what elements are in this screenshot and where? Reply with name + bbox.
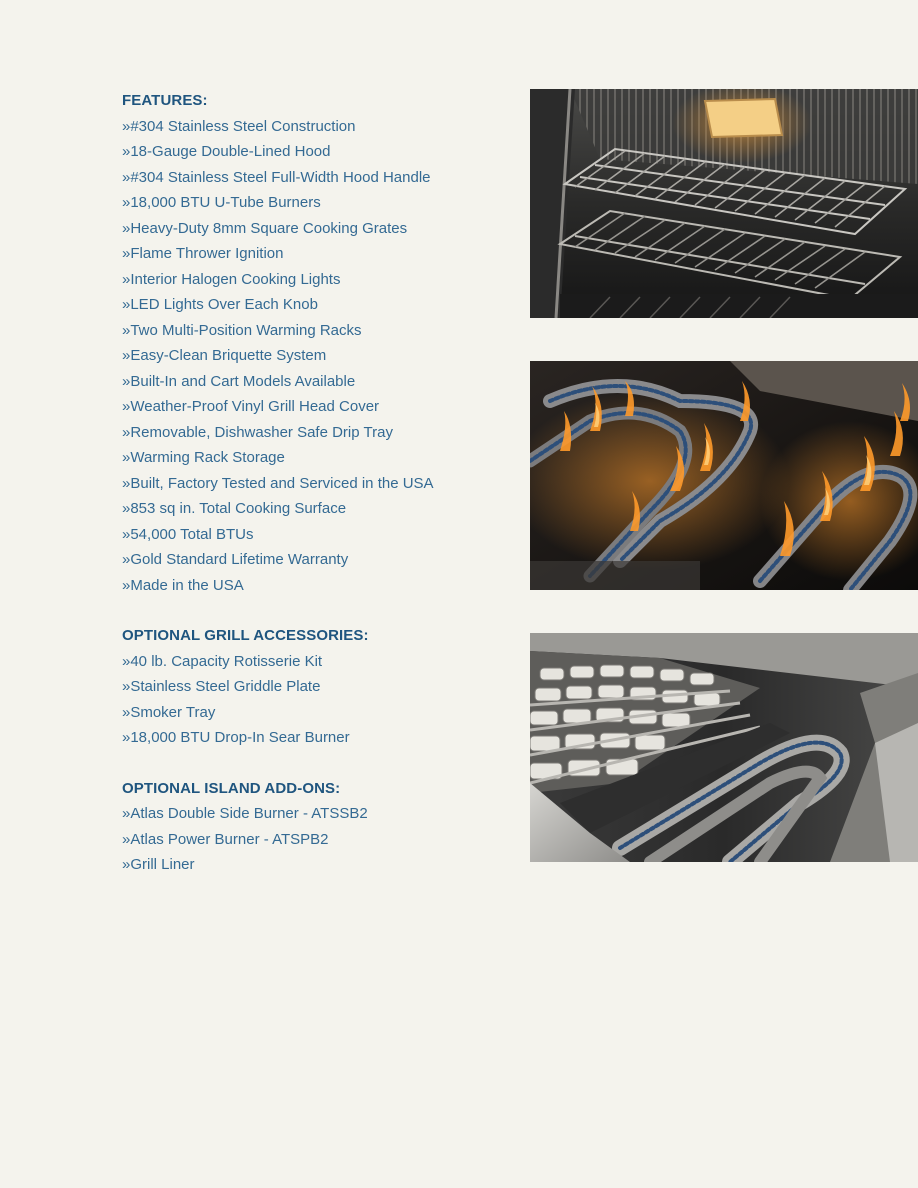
list-item: »Built-In and Cart Models Available (122, 372, 356, 390)
list-item: »LED Lights Over Each Knob (122, 296, 318, 313)
list-item: »#304 Stainless Steel Construction (122, 117, 356, 135)
list-item: »18,000 BTU Drop-In Sear Burner (122, 729, 350, 746)
accessories-heading: OPTIONAL GRILL ACCESSORIES: (122, 627, 369, 644)
list-item: »54,000 Total BTUs (122, 525, 254, 543)
list-item: »Heavy-Duty 8mm Square Cooking Grates (122, 219, 408, 237)
addons-list (122, 801, 512, 878)
list-item: »Interior Halogen Cooking Lights (122, 270, 341, 288)
list-item: »Stainless Steel Griddle Plate (122, 678, 321, 695)
list-item: »853 sq in. Total Cooking Surface (122, 500, 347, 517)
list-item: »Removable, Dishwasher Safe Drip Tray (122, 423, 393, 441)
briquette-burners-photo (530, 633, 918, 862)
list-item: »Made in the USA (122, 576, 244, 594)
list-item: »Atlas Double Side Burner - ATSSB2 (122, 805, 368, 822)
list-item: »#304 Stainless Steel Full-Width Hood Handle (122, 168, 431, 186)
list-item: »Weather-Proof Vinyl Grill Head Cover (122, 398, 380, 415)
list-item: »Grill Liner (122, 856, 195, 873)
list-item: »18,000 BTU U-Tube Burners (122, 194, 321, 211)
accessories-list (122, 649, 512, 751)
list-item: »Built, Factory Tested and Serviced in the USA (122, 474, 434, 492)
addons-section (122, 776, 512, 878)
features-heading: FEATURES: (122, 92, 208, 109)
list-item: »Two Multi-Position Warming Racks (122, 321, 362, 339)
list-item: »18-Gauge Double-Lined Hood (122, 143, 331, 160)
spec-column (122, 88, 512, 903)
warming-racks-photo (530, 89, 918, 318)
features-list (122, 114, 512, 599)
list-item: »Warming Rack Storage (122, 449, 285, 466)
list-item: »Atlas Power Burner - ATSPB2 (122, 830, 329, 848)
addons-heading: OPTIONAL ISLAND ADD-ONS: (122, 779, 341, 797)
list-item: »Easy-Clean Briquette System (122, 347, 327, 364)
features-section (122, 88, 512, 598)
list-item: »Smoker Tray (122, 703, 216, 721)
accessories-section (122, 623, 512, 751)
burner-flames-photo (530, 361, 918, 590)
list-item: »Flame Thrower Ignition (122, 245, 284, 262)
list-item: »40 lb. Capacity Rotisserie Kit (122, 652, 323, 670)
list-item: »Gold Standard Lifetime Warranty (122, 551, 349, 568)
